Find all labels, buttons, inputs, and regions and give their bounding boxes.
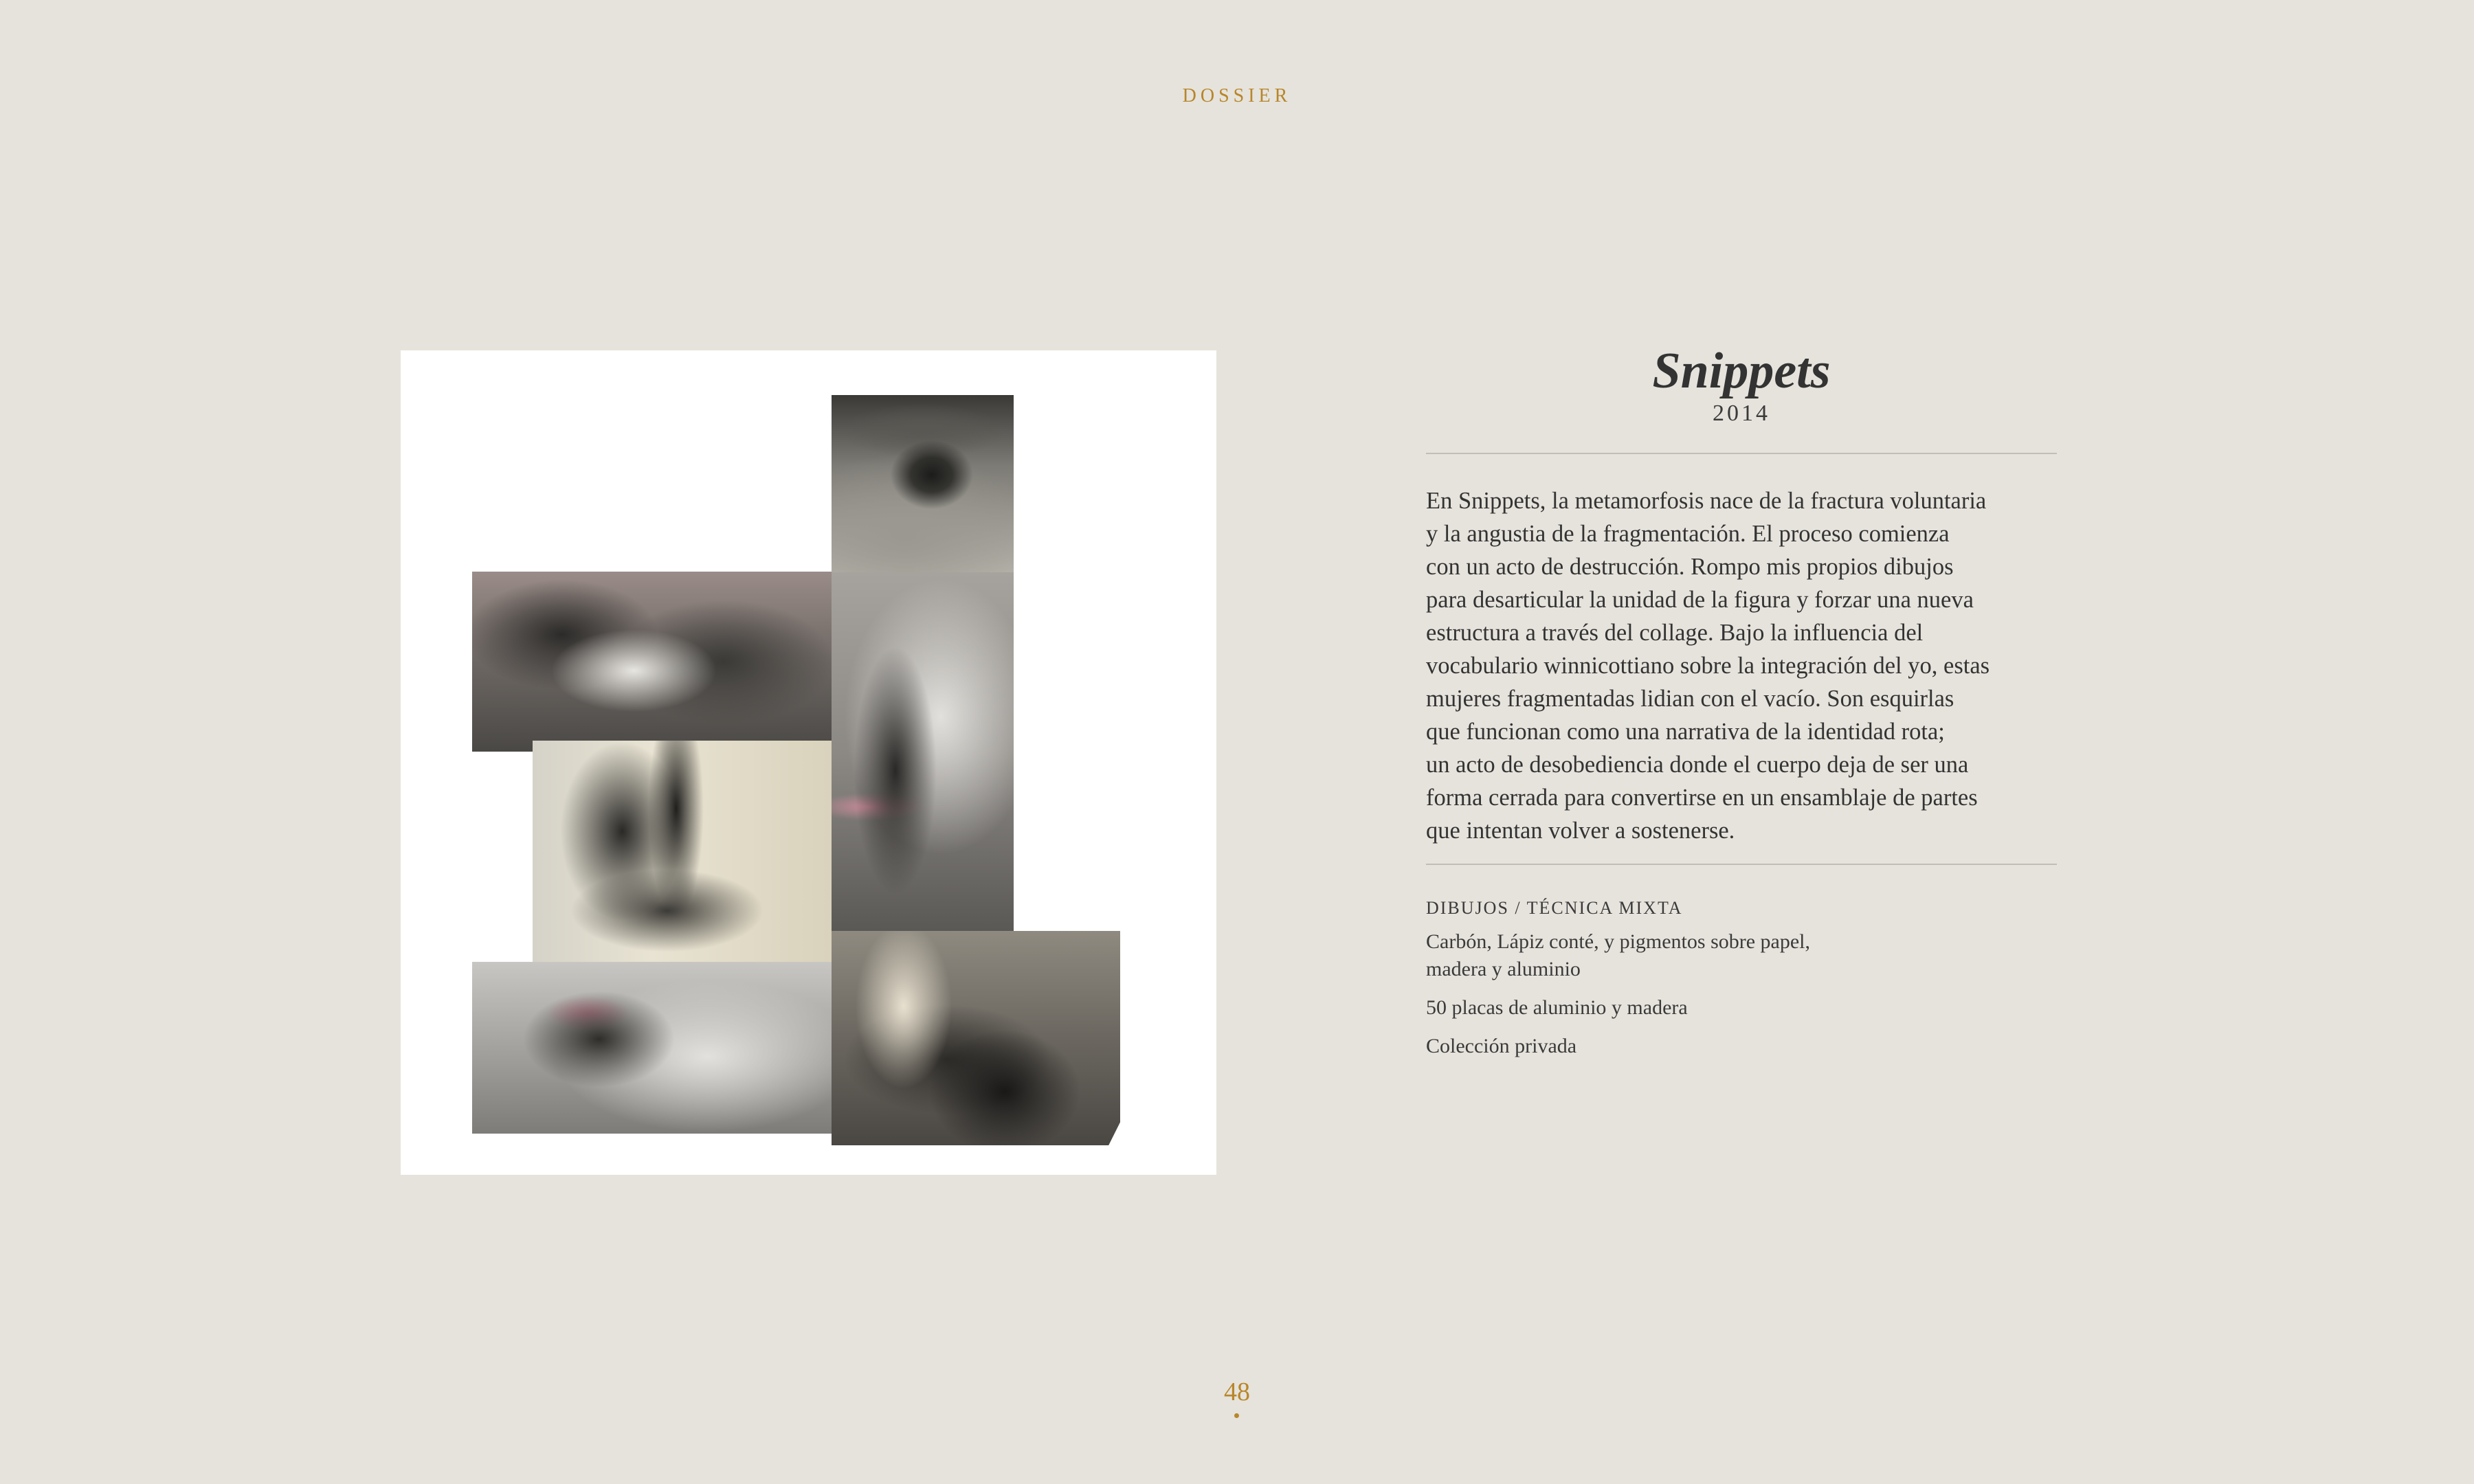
artwork-title: Snippets xyxy=(1652,343,1831,399)
artwork-description: En Snippets, la metamorfosis nace de la fractura voluntaria y la angustia de la fragmentación. El proceso comienza con un acto de destrucción. Rompo mis propios dibujos para desarticular la unidad de la figura y forzar una nueva estructura a través del collage. Bajo la influencia del vocabulario winnicottiano sobre la integración del yo, estas mujeres fragmentadas lidian con el vacío. Son esquirlas que funcionan como una narrativa de la identidad rota; un acto de desobediencia donde el cuerpo deja de ser una forma cerrada para convertirse en un ensamblaje de partes que intentan volver a sostenerse. xyxy=(1426,488,1990,844)
format-text: 50 placas de aluminio y madera xyxy=(1426,996,1688,1020)
collage-panel-right-lower xyxy=(832,931,1120,1145)
artwork-year: 2014 xyxy=(1713,401,1770,427)
collection-text: Colección privada xyxy=(1426,1035,1577,1058)
page-number: 48 xyxy=(1224,1378,1250,1406)
artwork-info xyxy=(1426,337,2057,1060)
page-number-dot xyxy=(1234,1413,1239,1418)
technique-label: DIBUJOS / TÉCNICA MIXTA xyxy=(1426,898,1683,919)
collage-panel-right-middle xyxy=(832,572,1014,933)
materials-text: Carbón, Lápiz conté, y pigmentos sobre papel, madera y aluminio xyxy=(1426,930,1811,981)
collage-panel-figure xyxy=(533,741,832,967)
collage-panel-left-upper xyxy=(472,572,832,752)
collage-panel-left-lower xyxy=(472,962,834,1134)
divider-bottom xyxy=(1426,864,2057,865)
section-header: DOSSIER xyxy=(1182,85,1292,106)
collage-panel-top xyxy=(832,395,1014,572)
artwork-image xyxy=(401,350,1216,1175)
divider-top xyxy=(1426,453,2057,454)
